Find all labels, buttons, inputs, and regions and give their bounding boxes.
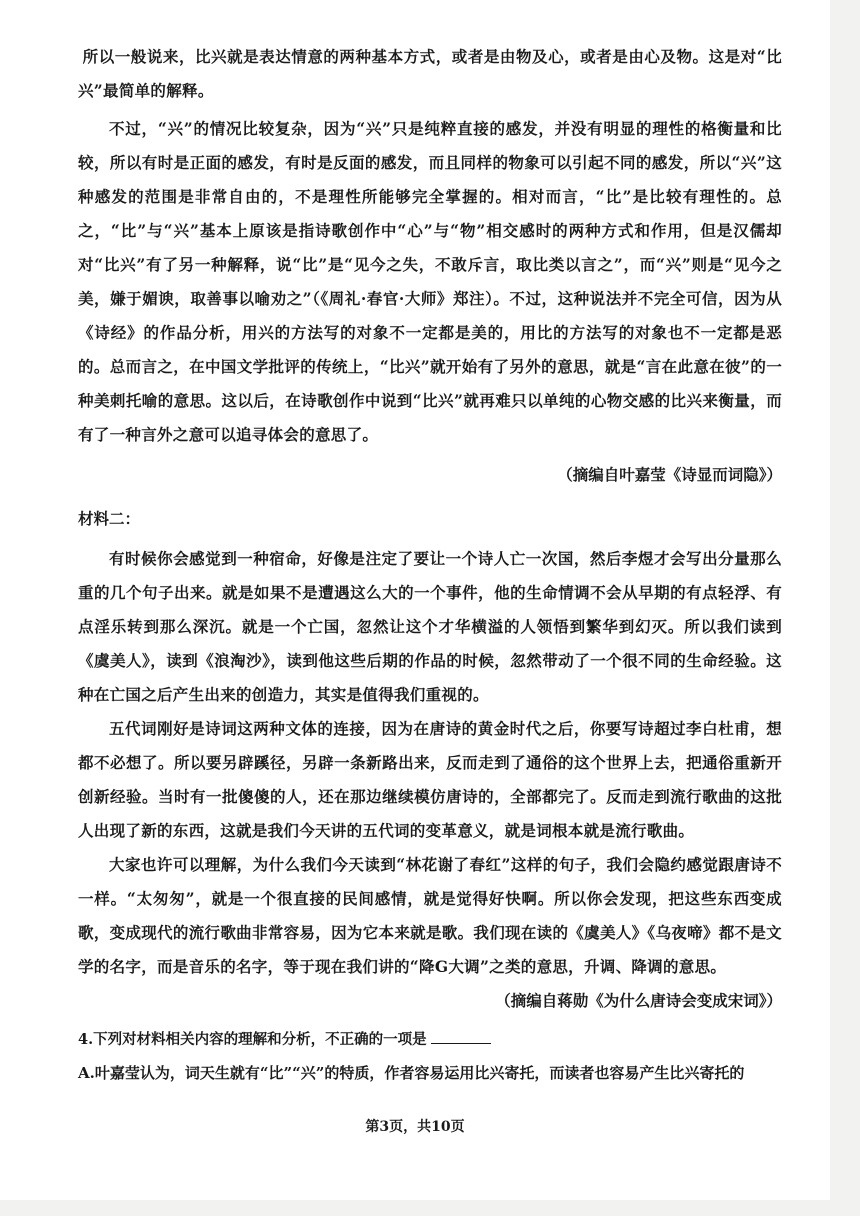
material2-source: （摘编自蒋勋《为什么唐诗会变成宋词》） [495, 991, 782, 1010]
material1-source: （摘编自叶嘉莹《诗显而词隐》） [557, 465, 782, 484]
material2-title: 材料二： [78, 509, 141, 528]
material2-paragraph-3: 大家也许可以理解，为什么我们今天读到“林花谢了春红”这样的句子，我们会隐约感觉跟唐诗不一样。“太匆匆”，就是一个很直接的民间感情，就是觉得好快啊。所以你会发现，把这些东西变成歌，变成现代的流行歌曲非常容易，因为它本来就是歌。我们现在读的《虞美人》《乌夜啼》都不是文学的名字，而是音乐的名字，等于现在我们讲的“降G大调”之类的意思，升调、降调的意思。 [78, 855, 782, 976]
question-4-stem [78, 1024, 782, 1056]
question-4-option-a: A.叶嘉莹认为，词天生就有“比”“兴”的特质，作者容易运用比兴寄托，而读者也容易产生比兴寄托的 [78, 1064, 745, 1082]
material1-paragraph-2: 不过，“兴”的情况比较复杂，因为“兴”只是纯粹直接的感发，并没有明显的理性的格衡量和比较，所以有时是正面的感发，有时是反面的感发，而且同样的物象可以引起不同的感发，所以“兴”这种感发的范围是非常自由的，不是理性所能够完全掌握的。相对而言，“比”是比较有理性的。总之，“比”与“兴”基本上原该是指诗歌创作中“心”与“物”相交感时的两种方式和作用，但是汉儒却对“比兴”有了另一种解释，说“比”是“见今之失，不敢斥言，取比类以言之”，而“兴”则是“见今之美，嫌于媚谀，取善事以喻劝之”（《周礼·春官·大师》郑注）。不过，这种说法并不完全可信，因为从《诗经》的作品分析，用兴的方法写的对象不一定都是美的，用比的方法写的对象也不一定都是恶的。总而言之，在中国文学批评的传统上，“比兴”就开始有了另外的意思，就是“言在此意在彼”的一种美刺托喻的意思。这以后，在诗歌创作中说到“比兴”就再难只以单纯的心物交感的比兴来衡量，而有了一种言外之意可以追寻体会的意思了。 [78, 119, 782, 444]
question-4-text: 4.下列对材料相关内容的理解和分析，不正确的一项是 [78, 1031, 427, 1048]
answer-blank [431, 1027, 491, 1044]
material1-paragraph-1: 所以一般说来，比兴就是表达情意的两种基本方式，或者是由物及心，或者是由心及物。这是对“比兴”最简单的解释。 [78, 47, 782, 100]
material2-paragraph-2: 五代词刚好是诗词这两种文体的连接，因为在唐诗的黄金时代之后，你要写诗超过李白杜甫，想都不必想了。所以要另辟蹊径，另辟一条新路出来，反而走到了通俗的这个世界上去，把通俗重新开创新经验。当时有一批傻傻的人，还在那边继续模仿唐诗的，全部都完了。反而走到流行歌曲的这批人出现了新的东西，这就是我们今天讲的五代词的变革意义，就是词根本就是流行歌曲。 [78, 719, 782, 840]
material2-paragraph-1: 有时候你会感觉到一种宿命，好像是注定了要让一个诗人亡一次国，然后李煜才会写出分量那么重的几个句子出来。就是如果不是遭遇这么大的一个事件，他的生命情调不会从早期的有点轻浮、有点淫乐转到那么深沉。就是一个亡国，忽然让这个才华横溢的人领悟到繁华到幻灭。所以我们读到《虞美人》，读到《浪淘沙》，读到他这些后期的作品的时候，忽然带动了一个很不同的生命经验。这种在亡国之后产生出来的创造力，其实是值得我们重视的。 [78, 549, 782, 704]
page-number-footer: 第3页，共10页 [365, 1119, 465, 1135]
